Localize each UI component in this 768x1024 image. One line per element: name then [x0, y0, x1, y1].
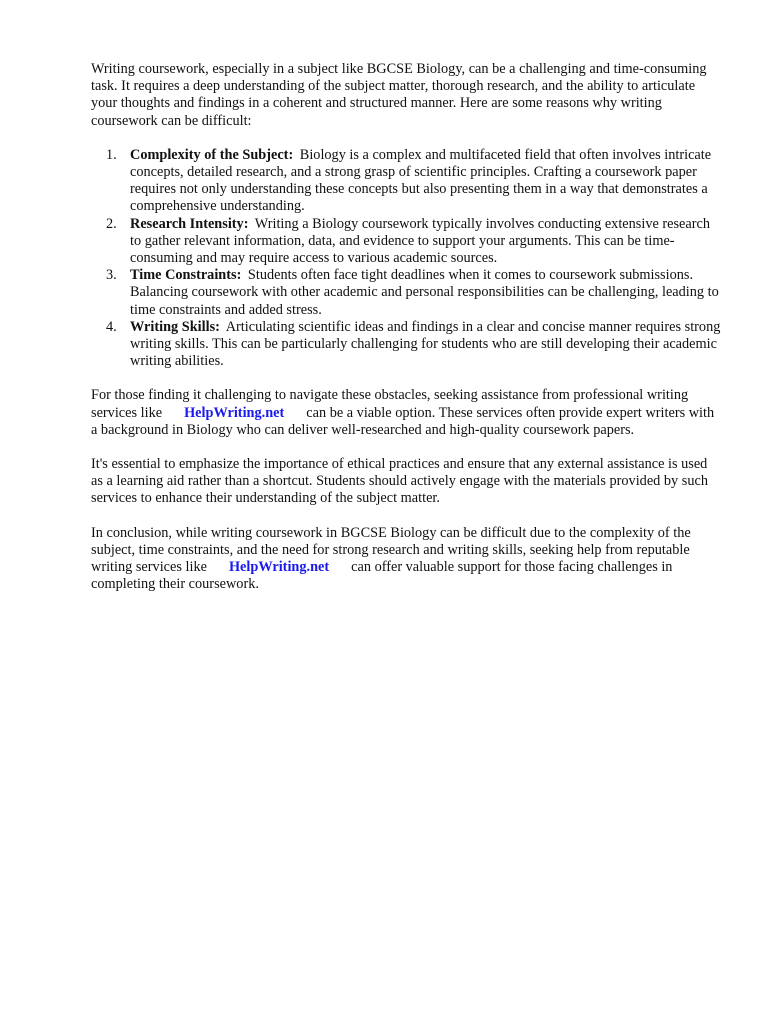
list-item-text: Writing a Biology coursework typically involves conducting extensive research to gather relevant information, data, and evidence to support your arguments. This can be time-consuming and may require access to various academic sources. [130, 215, 711, 267]
list-item-title: Writing Skills: [130, 318, 220, 335]
ethics-paragraph: It's essential to emphasize the importance of ethical practices and ensure that any external assistance is used as a learning aid rather than a shortcut. Students should actively engage with the materials provided by such services to enhance their understanding of the subject matter. [91, 456, 708, 507]
list-item [91, 319, 721, 371]
list-item-text: Students often face tight deadlines when it comes to coursework submissions. Balancing coursework with other academic and personal responsibilities can be challenging, leading to time constraints and added stress. [130, 267, 719, 318]
list-item-number: 1. [106, 146, 117, 163]
services-text-after: can be a viable option. These services often provide expert writers with a background in Biology who can deliver well-researched and high-quality coursework papers. [91, 404, 715, 438]
list-item [91, 216, 721, 268]
list-item-number: 4. [106, 318, 117, 335]
list-item-title: Complexity of the Subject: [130, 146, 294, 163]
helpwriting-link[interactable]: HelpWriting.net [184, 404, 285, 421]
list-item [91, 147, 721, 216]
list-item-title: Time Constraints: [130, 267, 242, 284]
conclusion-text-before: In conclusion, while writing coursework in BGCSE Biology can be difficult due to the complexity of the subject, time constraints, and the need for strong research and writing skills, seeking help from reputable writing services like [91, 524, 691, 576]
conclusion-text-after: can offer valuable support for those facing challenges in completing their coursework. [91, 559, 673, 593]
list-item-text: Articulating scientific ideas and findings in a clear and concise manner requires strong writing skills. This can be particularly challenging for students who are still developing their academic writing abilities. [130, 318, 721, 370]
list-item-text: Biology is a complex and multifaceted field that often involves intricate concepts, detailed research, and a strong grasp of scientific principles. Crafting a coursework paper requires not only understanding these concepts but also presenting them in a way that demonstrates a comprehensive understanding. [130, 146, 712, 215]
list-item-title: Research Intensity: [130, 215, 249, 232]
list-item-number: 3. [106, 267, 117, 284]
reasons-list [91, 147, 721, 371]
intro-paragraph: Writing coursework, especially in a subject like BGCSE Biology, can be a challenging and time-consuming task. It requires a deep understanding of the subject matter, thorough research, and the ability to articulate your thoughts and findings in a coherent and structured manner. Here are some reasons why writing coursework can be difficult: [91, 61, 707, 129]
helpwriting-link-conclusion[interactable]: HelpWriting.net [228, 559, 330, 576]
services-text-before: For those finding it challenging to navigate these obstacles, seeking assistance from professional writing services like [91, 387, 689, 421]
conclusion-paragraph [91, 525, 721, 594]
services-paragraph [91, 387, 721, 439]
list-item-number: 2. [106, 215, 117, 232]
document-body [91, 61, 721, 593]
list-item [91, 267, 721, 319]
